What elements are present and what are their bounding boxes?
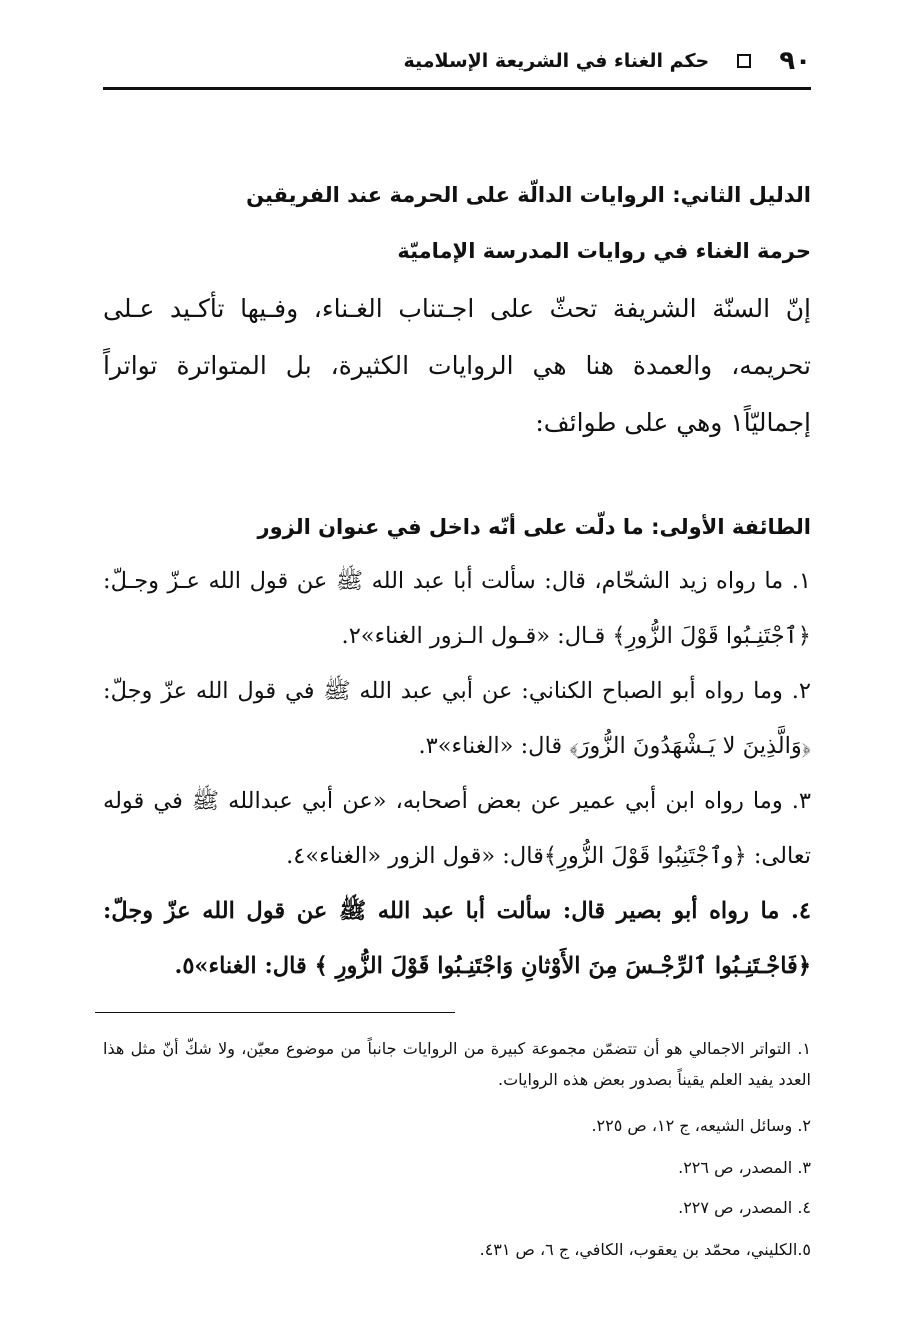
footnote: ٥.الكليني، محمّد بن يعقوب، الكافي، ج ٦، ص ٤٣١. — [479, 1240, 811, 1259]
running-title: حكم الغناء في الشريعة الإسلامية — [403, 50, 710, 72]
footnote: ٣. المصدر، ص ٢٢٦. — [678, 1158, 811, 1177]
group-heading: الطائفة الأولى: ما دلّت على أنّه داخل في عنوان الزور — [257, 515, 811, 539]
narration-item: ٤. ما رواه أبو بصير قال: سألت أبا عبد الله ﷺ عن قول الله عزّ وجلّ: ﴿فَاجْـتَنِـبُوا ٱلرِّجْـسَ مِنَ الأَوْثانِ وَاجْتَنِـبُوا قَوْلَ الزُّورِ ﴾ قال: الغناء»٥. — [103, 898, 811, 979]
subsection-heading: حرمة الغناء في روايات المدرسة الإماميّة — [397, 239, 811, 263]
square-ornament-icon — [737, 54, 751, 68]
footnote-separator — [95, 1012, 455, 1013]
footnote: ٢. وسائل الشيعه، ج ١٢، ص ٢٢٥. — [591, 1116, 811, 1135]
narration-item: ١. ما رواه زيد الشحّام، قال: سألت أبا عبد الله ﷺ عن قول الله عـزّ وجـلّ: ﴿ٱجْتَنِـبُوا قَوْلَ الزُّورِ﴾ قـال: «قـول الـزور الغناء»٢. — [103, 568, 811, 649]
narration-item: ٣. وما رواه ابن أبي عمير عن بعض أصحابه، «عن أبي عبدالله ﷺ في قوله تعالى: ﴿وٱجْتَنِبُوا قَوْلَ الزُّورِ﴾قال: «قول الزور «الغناء»٤. — [103, 788, 811, 869]
intro-paragraph: إنّ السنّة الشريفة تحثّ على اجـتناب الغـناء، وفـيها تأكـيد عـلى تحريمه، والعمدة هنا هي الروايات الكثيرة، بل المتواترة تواتراً إجماليّاً١ وهي على طوائف: — [103, 294, 811, 437]
header-rule — [103, 87, 811, 90]
running-header — [103, 42, 811, 80]
footnote: ٤. المصدر، ص ٢٢٧. — [678, 1198, 811, 1217]
section-heading: الدليل الثاني: الروايات الدالّة على الحرمة عند الفريقين — [246, 183, 811, 207]
footnote: ١. التواتر الاجمالي هو أن تتضمّن مجموعة كبيرة من الروايات جانباً من موضوع معيّن، ولا شكّ أنّ مثل هذا العدد يفيد العلم يقيناً بصدور بعض هذه الروايات. — [103, 1039, 811, 1089]
narration-item: ٢. وما رواه أبو الصباح الكناني: عن أبي عبد الله ﷺ في قول الله عزّ وجلّ: ﴿وَالَّذِينَ لا يَـشْهَدُونَ الزُّورَ﴾ قال: «الغناء»٣. — [103, 678, 811, 759]
page-number: ٩٠ — [779, 46, 811, 76]
